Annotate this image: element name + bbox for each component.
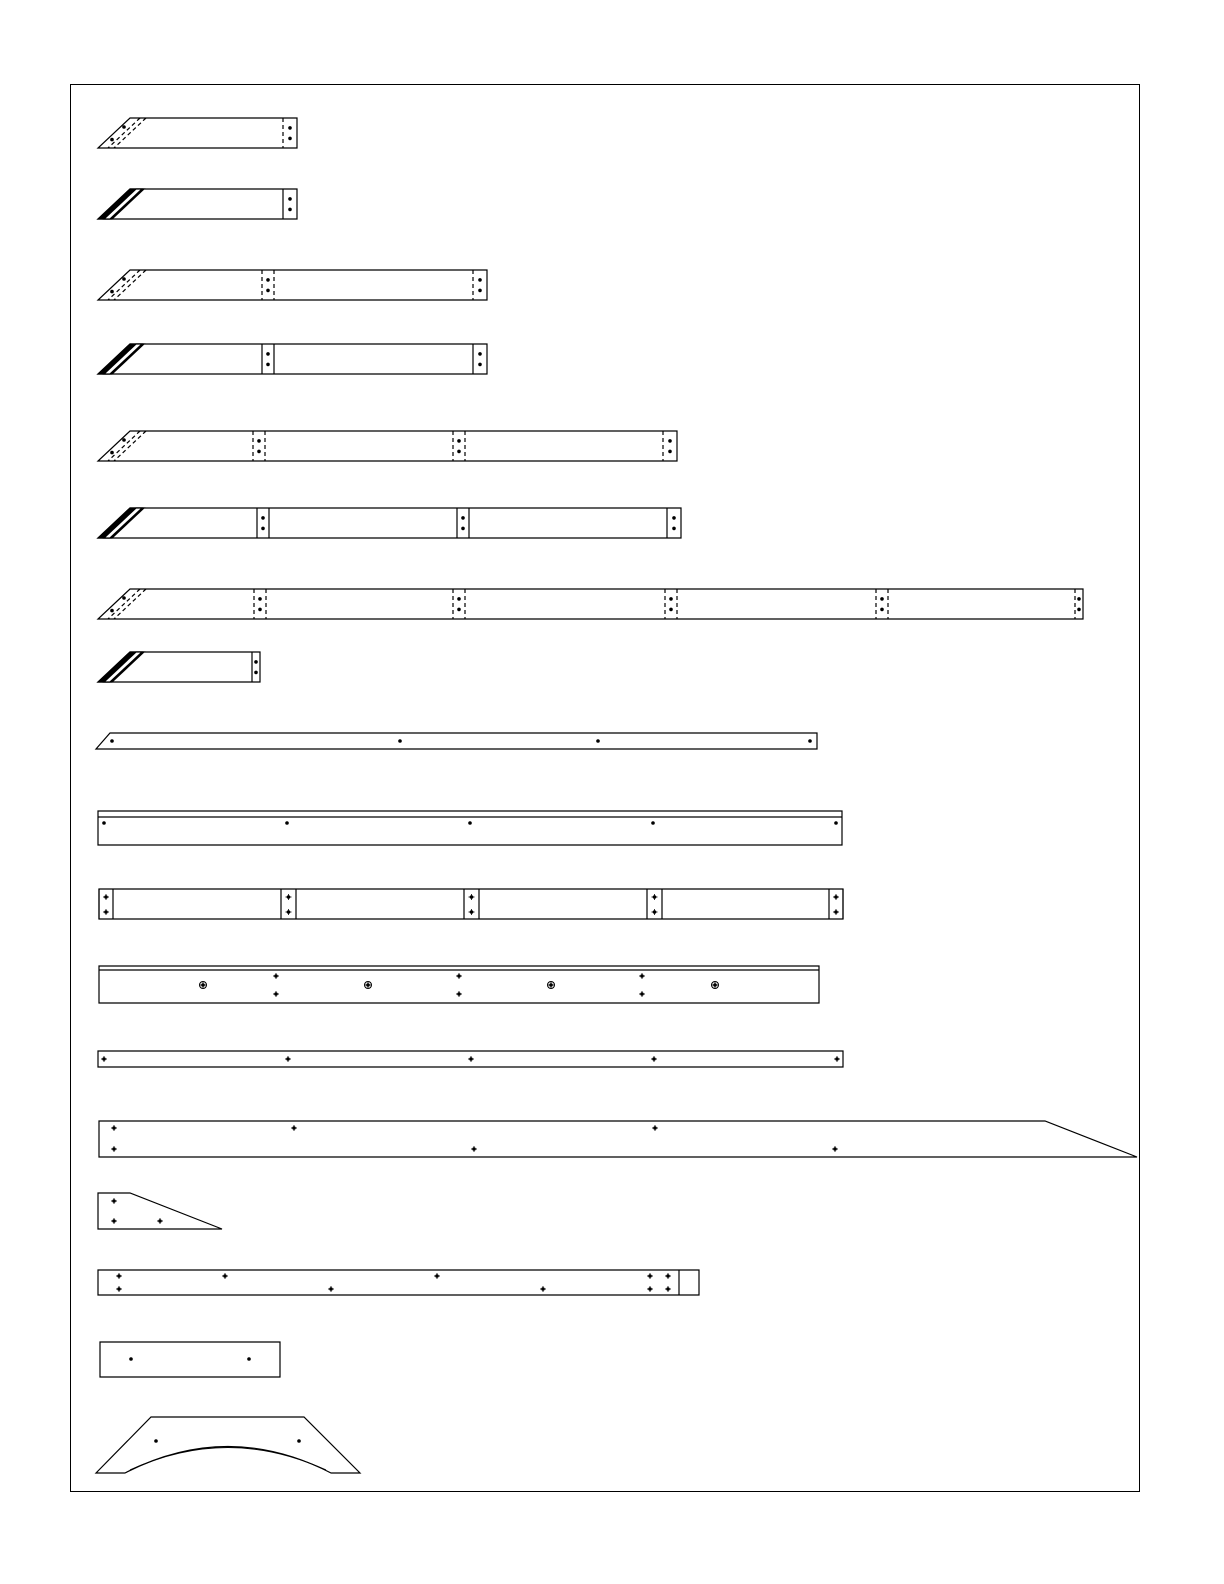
screw-hole xyxy=(478,289,482,293)
part-03 xyxy=(98,270,487,300)
part-09 xyxy=(96,733,817,749)
arch-inner-line xyxy=(130,1448,326,1471)
part-15 xyxy=(98,1193,222,1229)
board-outline xyxy=(98,344,487,374)
screw-hole xyxy=(257,450,261,454)
screw-hole xyxy=(398,739,402,743)
parts-layer xyxy=(96,118,1137,1473)
screw-hole xyxy=(1077,597,1081,601)
screw-hole xyxy=(119,661,123,665)
screw-hole xyxy=(288,126,292,130)
screw-hole xyxy=(122,125,126,129)
screw-hole xyxy=(266,352,270,356)
screw-hole xyxy=(478,278,482,282)
screw-hole xyxy=(119,353,123,357)
screw-hole xyxy=(285,821,289,825)
board-outline xyxy=(98,1270,699,1295)
screw-hole xyxy=(457,450,461,454)
screw-hole xyxy=(266,278,270,282)
screw-hole xyxy=(461,527,465,531)
screw-hole xyxy=(669,608,673,612)
part-05 xyxy=(98,431,677,461)
miter-hidden-line xyxy=(108,118,140,148)
miter-hidden-line xyxy=(114,118,146,148)
strip-outline xyxy=(96,733,817,749)
screw-hole xyxy=(110,739,114,743)
part-10 xyxy=(98,811,842,845)
miter-hidden-line xyxy=(114,270,146,300)
board-outline xyxy=(99,966,819,1003)
screw-hole xyxy=(880,597,884,601)
screw-hole xyxy=(1077,608,1081,612)
miter-end-cap-inner xyxy=(104,344,142,374)
drawing-border xyxy=(71,85,1140,1492)
board-outline xyxy=(98,270,487,300)
screw-hole xyxy=(110,138,114,142)
screw-hole xyxy=(478,363,482,367)
screw-hole xyxy=(288,137,292,141)
screw-hole xyxy=(457,608,461,612)
miter-end-cap-inner xyxy=(104,189,142,219)
part-02 xyxy=(98,189,297,219)
board-outline xyxy=(98,811,842,845)
screw-hole xyxy=(297,1439,301,1443)
board-outline xyxy=(99,1121,1137,1157)
board-outline xyxy=(98,118,297,148)
screw-hole xyxy=(247,1357,251,1361)
screw-hole xyxy=(834,821,838,825)
screw-hole xyxy=(108,210,112,214)
screw-hole xyxy=(668,450,672,454)
miter-hidden-line xyxy=(108,270,140,300)
screw-hole xyxy=(261,527,265,531)
part-12 xyxy=(99,966,819,1003)
part-07 xyxy=(98,589,1083,619)
board-outline xyxy=(98,431,677,461)
screw-hole xyxy=(108,529,112,533)
screw-hole xyxy=(122,596,126,600)
screw-hole xyxy=(102,821,106,825)
screw-hole xyxy=(108,673,112,677)
screw-hole xyxy=(478,352,482,356)
screw-hole xyxy=(122,277,126,281)
screw-hole xyxy=(154,1439,158,1443)
screw-hole xyxy=(288,208,292,212)
miter-hidden-line xyxy=(114,431,146,461)
screw-hole xyxy=(668,439,672,443)
part-13 xyxy=(98,1051,843,1067)
screw-hole xyxy=(258,597,262,601)
part-11 xyxy=(99,889,843,919)
bracket-outline xyxy=(96,1417,360,1473)
screw-hole xyxy=(110,609,114,613)
screw-hole xyxy=(808,739,812,743)
screw-hole xyxy=(596,739,600,743)
screw-hole xyxy=(672,516,676,520)
screw-hole xyxy=(672,527,676,531)
miter-end-cap-inner xyxy=(104,652,142,682)
screw-hole xyxy=(261,516,265,520)
screw-hole xyxy=(468,821,472,825)
part-14 xyxy=(99,1121,1137,1157)
board-outline xyxy=(99,889,843,919)
board-outline xyxy=(98,589,1083,619)
screw-hole xyxy=(254,671,258,675)
screw-hole xyxy=(110,451,114,455)
screw-hole xyxy=(651,821,655,825)
screw-hole xyxy=(266,289,270,293)
screw-hole xyxy=(288,197,292,201)
part-16 xyxy=(98,1270,699,1295)
screw-hole xyxy=(129,1357,133,1361)
part-01 xyxy=(98,118,297,148)
screw-hole xyxy=(122,438,126,442)
screw-hole xyxy=(266,363,270,367)
part-04 xyxy=(98,344,487,374)
screw-hole xyxy=(461,516,465,520)
screw-hole xyxy=(110,290,114,294)
board-outline xyxy=(98,508,681,538)
screw-hole xyxy=(258,608,262,612)
part-18 xyxy=(96,1417,360,1473)
part-06 xyxy=(98,508,681,538)
screw-hole xyxy=(457,597,461,601)
part-17 xyxy=(100,1342,280,1377)
miter-end-cap-inner xyxy=(104,508,142,538)
screw-hole xyxy=(669,597,673,601)
screw-hole xyxy=(119,198,123,202)
screw-hole xyxy=(254,660,258,664)
screw-hole xyxy=(108,365,112,369)
screw-hole xyxy=(257,439,261,443)
screw-hole xyxy=(457,439,461,443)
block-outline xyxy=(100,1342,280,1377)
miter-hidden-line xyxy=(108,589,140,619)
screw-hole xyxy=(119,517,123,521)
part-08 xyxy=(98,652,260,682)
miter-hidden-line xyxy=(108,431,140,461)
miter-hidden-line xyxy=(114,589,146,619)
screw-hole xyxy=(880,608,884,612)
